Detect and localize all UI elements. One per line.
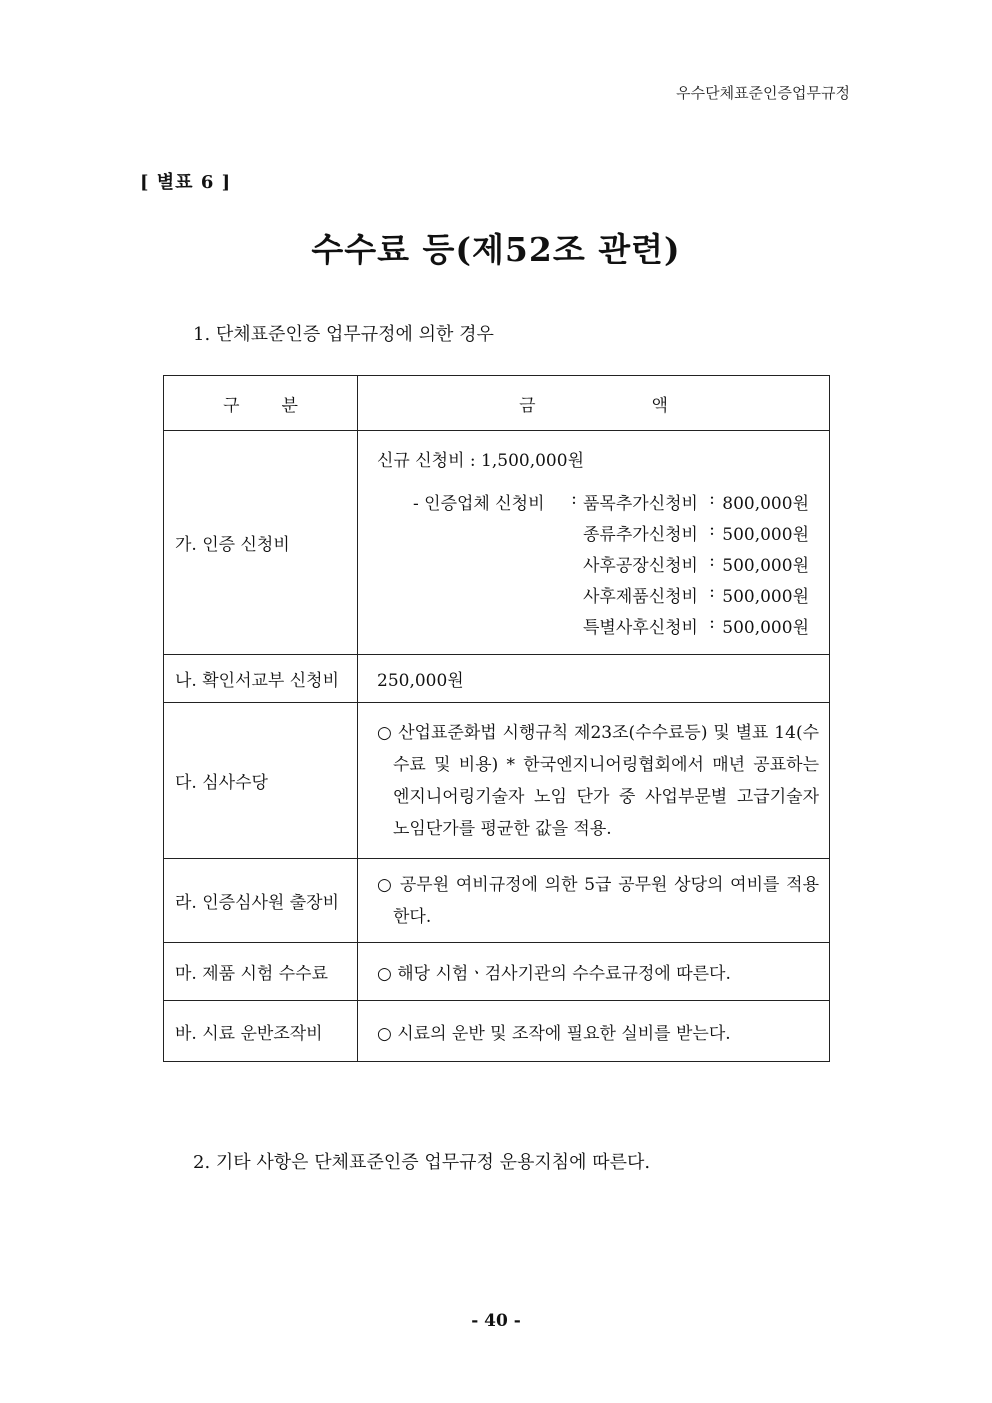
section-2-text: 2. 기타 사항은 단체표준인증 업무규정 운용지침에 따른다. <box>193 1152 651 1173</box>
header-amount-char-2: 액 <box>651 395 668 416</box>
sub-fee-name: 종류추가신청비 <box>583 524 698 545</box>
page-title: 수수료 등(제52조 관련) <box>311 230 681 269</box>
sub-fee-label: - 인증업체 신청비 <box>413 493 545 514</box>
table-row <box>164 859 830 943</box>
table-header-row <box>164 376 830 431</box>
table-row <box>164 655 830 703</box>
header-category-char-2: 분 <box>281 395 298 416</box>
table-row <box>164 703 830 859</box>
table-row <box>164 943 830 1001</box>
new-application-fee: 신규 신청비 : 1,500,000원 <box>377 450 584 471</box>
sub-fee-name: 품목추가신청비 <box>583 493 698 514</box>
sub-fee-value: 500,000원 <box>722 586 809 607</box>
page-number: - 40 - <box>471 1311 521 1331</box>
row-d-category: 라. 인증심사원 출장비 <box>164 859 358 943</box>
header-amount <box>358 376 830 431</box>
sub-fee-colon: : <box>709 612 715 633</box>
sub-fee-value: 500,000원 <box>722 524 809 545</box>
sub-fee-colon: : <box>709 550 715 571</box>
row-f-category: 바. 시료 운반조작비 <box>164 1001 358 1062</box>
row-d-amount-cell <box>358 859 830 943</box>
row-a-category: 가. 인증 신청비 <box>164 431 358 655</box>
row-c-amount: ○ 산업표준화법 시행규칙 제23조(수수료등) 및 별표 14(수수료 및 비용) * 한국엔지니어링협회에서 매년 공표하는 엔지니어링기술자 노임 단가 중 사업부문별 고급기술자 노임단가를 평균한 값을 적용. <box>377 722 819 839</box>
header-category-char-1: 구 <box>223 395 240 416</box>
header-amount-char-1: 금 <box>519 395 536 416</box>
row-e-category: 마. 제품 시험 수수료 <box>164 943 358 1001</box>
sub-fee-colon: : <box>571 488 577 509</box>
sub-fee-value: 500,000원 <box>722 617 809 638</box>
sub-fee-name: 사후제품신청비 <box>583 586 698 607</box>
row-d-amount: ○ 공무원 여비규정에 의한 5급 공무원 상당의 여비를 적용한다. <box>377 874 819 927</box>
sub-fee-value: 800,000원 <box>722 493 809 514</box>
sub-fee-grid <box>413 489 819 638</box>
header-category <box>164 376 358 431</box>
row-b-category: 나. 확인서교부 신청비 <box>164 655 358 703</box>
row-b-amount: 250,000원 <box>358 655 830 703</box>
sub-fee-colon: : <box>709 519 715 540</box>
fee-table <box>163 375 830 1062</box>
section-1-heading: 1. 단체표준인증 업무규정에 의한 경우 <box>193 324 494 345</box>
table-row <box>164 1001 830 1062</box>
sub-fee-colon: : <box>709 488 715 509</box>
row-e-amount: ○ 해당 시험ㆍ검사기관의 수수료규정에 따른다. <box>358 943 830 1001</box>
row-c-category: 다. 심사수당 <box>164 703 358 859</box>
annex-label: [ 별표 6 ] <box>140 172 232 193</box>
row-a-amount <box>358 431 830 655</box>
sub-fee-name: 특별사후신청비 <box>583 617 698 638</box>
sub-fee-colon: : <box>709 581 715 602</box>
sub-fee-name: 사후공장신청비 <box>583 555 698 576</box>
row-f-amount: ○ 시료의 운반 및 조작에 필요한 실비를 받는다. <box>358 1001 830 1062</box>
sub-fee-value: 500,000원 <box>722 555 809 576</box>
document-header-title: 우수단체표준인증업무규정 <box>676 84 850 102</box>
row-c-amount-cell <box>358 703 830 859</box>
table-row <box>164 431 830 655</box>
